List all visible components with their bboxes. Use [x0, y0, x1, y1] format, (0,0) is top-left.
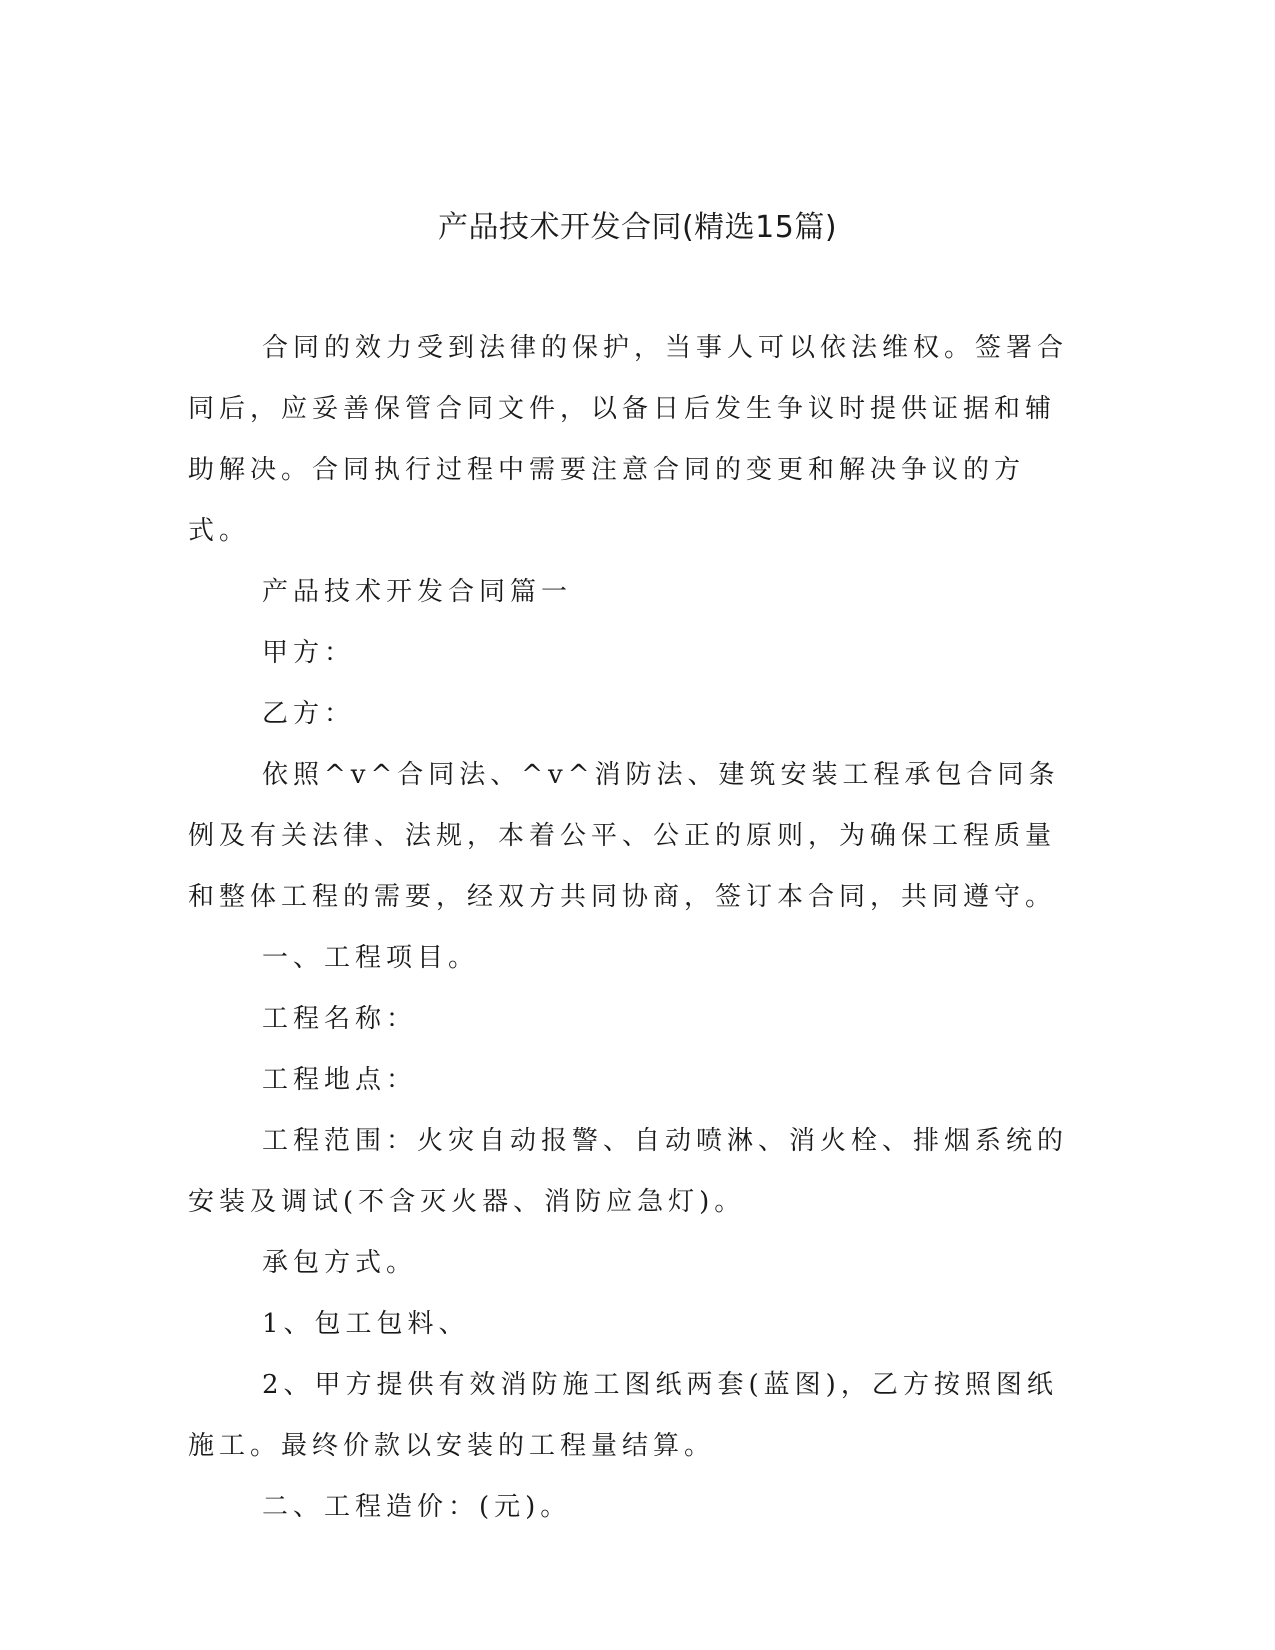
- method-item-1: 1、包工包料、: [262, 1309, 470, 1339]
- project-name-line: 工程名称：: [262, 1004, 418, 1034]
- clause-heading-cost: 二、工程造价：(元)。: [262, 1492, 572, 1522]
- project-location-line: 工程地点：: [262, 1065, 418, 1095]
- party-a-line: 甲方：: [262, 638, 356, 668]
- section-heading: 产品技术开发合同篇一: [262, 577, 573, 607]
- project-scope-paragraph: 工程范围：火灾自动报警、自动喷淋、消火栓、排烟系统的安装及调试(不含灭火器、消防应急灯)。: [188, 1126, 1069, 1217]
- document-body: [188, 318, 1080, 1538]
- clause-heading-project: 一、工程项目。: [262, 943, 480, 973]
- intro-paragraph: 合同的效力受到法律的保护，当事人可以依法维权。签署合同后，应妥善保管合同文件，以备日后发生争议时提供证据和辅助解决。合同执行过程中需要注意合同的变更和解决争议的方式。: [188, 333, 1069, 546]
- contract-method-line: 承包方式。: [262, 1248, 418, 1278]
- party-b-line: 乙方：: [262, 699, 356, 729]
- document-title: 产品技术开发合同(精选15篇): [437, 210, 838, 245]
- method-item-2: 2、甲方提供有效消防施工图纸两套(蓝图)，乙方按照图纸施工。最终价款以安装的工程量结算。: [188, 1370, 1058, 1461]
- preamble-paragraph: 依照^v^合同法、^v^消防法、建筑安装工程承包合同条例及有关法律、法规，本着公平、公正的原则，为确保工程质量和整体工程的需要，经双方共同协商，签订本合同，共同遵守。: [188, 760, 1060, 912]
